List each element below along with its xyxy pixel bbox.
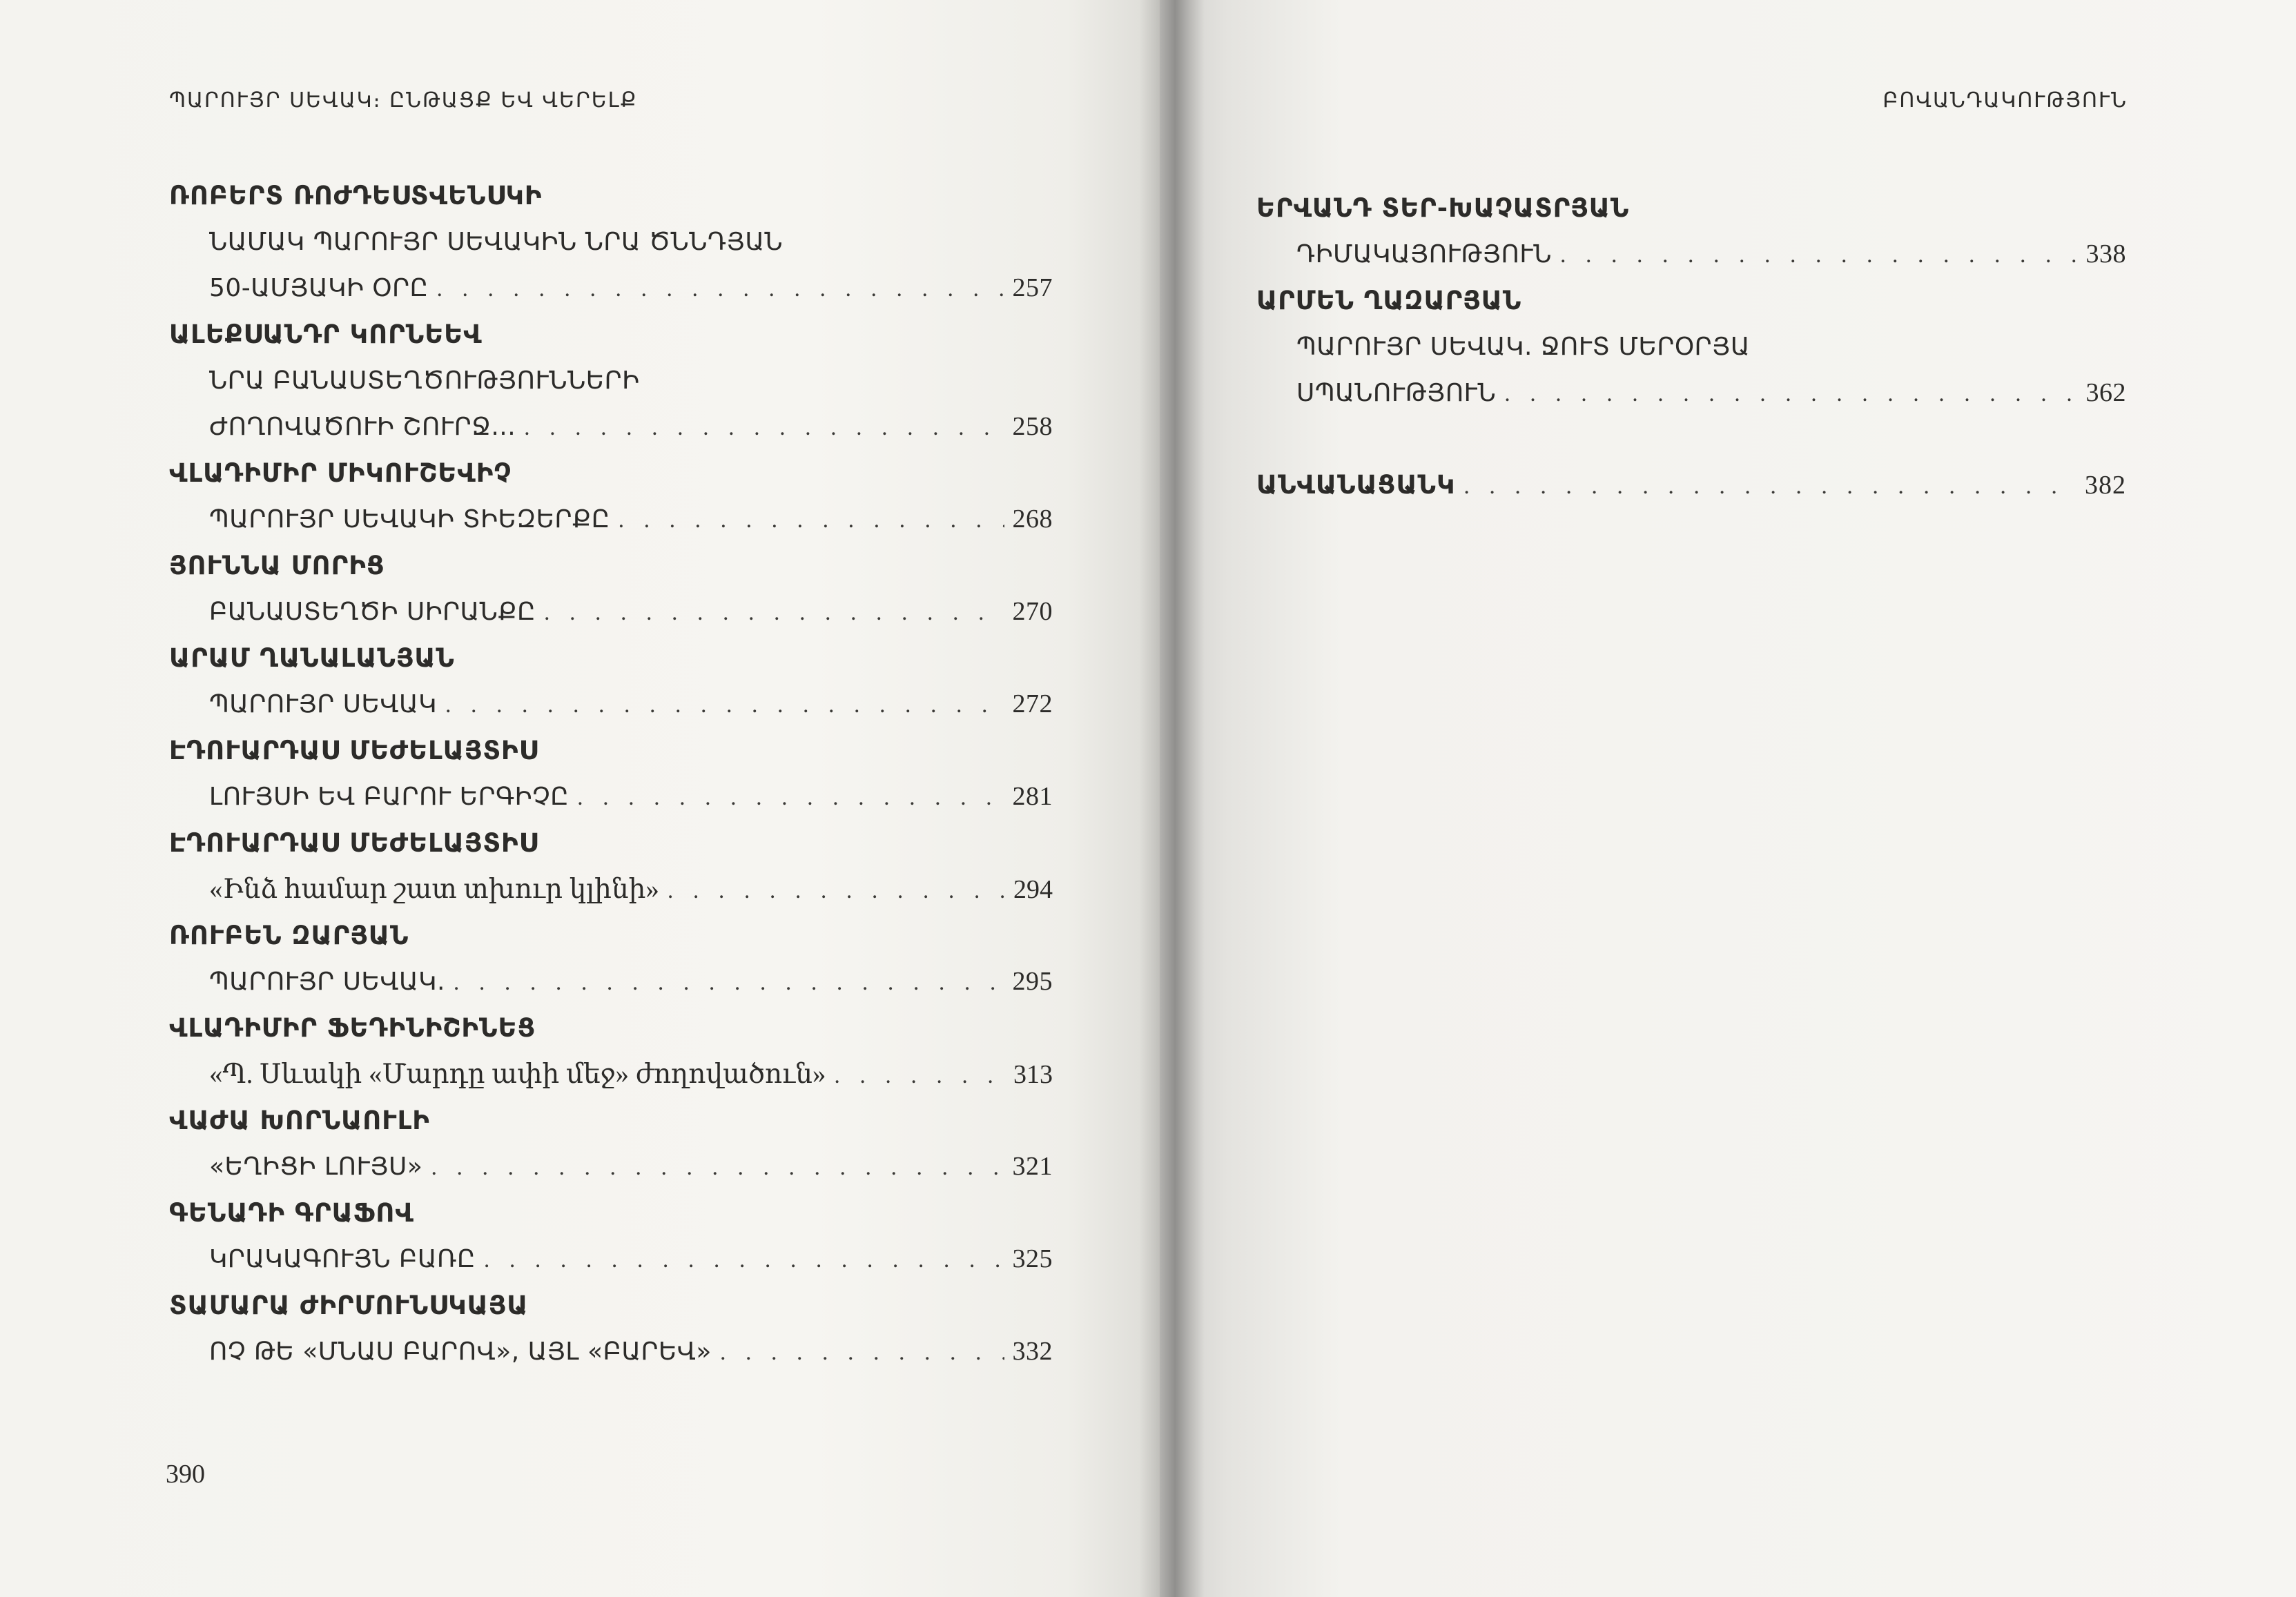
toc-author: ԱՐՄԵՆ ՂԱԶԱՐՅԱՆ [1256, 286, 1522, 315]
dot-leader [484, 1237, 1004, 1283]
toc-page-number: 332 [1012, 1337, 1053, 1366]
dot-leader [454, 959, 1004, 1006]
toc-author: ՏԱՄԱՐԱ ԺԻՐՄՈՒՆՍԿԱՅԱ [169, 1291, 529, 1320]
dot-leader [436, 266, 1004, 312]
toc-page-number: 382 [2085, 471, 2126, 500]
toc-page-number: 313 [1013, 1060, 1053, 1089]
toc-entry-line [1256, 324, 2126, 370]
toc-author: ԱԼԵՔՍԱՆԴՐ ԿՈՐՆԵԵՎ [169, 320, 483, 349]
toc-entry-title: ՆՐԱ ԲԱՆԱՍՏԵՂԾՈՒԹՅՈՒՆՆԵՐԻ [209, 366, 640, 395]
dot-leader [1504, 371, 2077, 417]
toc-page-number: 270 [1012, 597, 1053, 626]
toc-author: ՎԼԱԴԻՄԻՐ ՄԻԿՈՒՇԵՎԻՉ [169, 458, 512, 488]
toc-entry-title: ԿՐԱԿԱԳՈՒՅՆ ԲԱՌԸ [209, 1245, 476, 1273]
toc-entry-title: 50-ԱՄՅԱԿԻ ՕՐԸ [209, 274, 429, 302]
toc-entry-title: ՈՉ ԹԵ «ՄՆԱՍ ԲԱՐՈՎ», ԱՅԼ «ԲԱՐԵՎ» [209, 1338, 712, 1366]
toc-page-number: 325 [1012, 1244, 1053, 1273]
toc-entry-line [169, 496, 1053, 542]
toc-author: ԷԴՈՒԱՐԴԱՍ ՄԵԺԵԼԱՅՏԻՍ [169, 736, 538, 765]
toc-index-line [1256, 462, 2126, 508]
toc-entry-title: ՊԱՐՈՒՅՐ ՍԵՎԱԿ. [209, 968, 445, 996]
dot-leader [1560, 232, 2078, 278]
running-head-left: ՊԱՐՈՒՅՐ ՍԵՎԱԿ։ ԸՆԹԱՑՔ ԵՎ ՎԵՐԵԼՔ [169, 88, 638, 112]
toc-page-number: 362 [2085, 378, 2126, 407]
toc-entry-title: «Ինձ համար շատ տխուր կլինի» [209, 874, 659, 904]
toc-entry-line [1256, 370, 2126, 416]
toc-entry-title: ՊԱՐՈՒՅՐ ՍԵՎԱԿ. ՋՈՒՏ ՄԵՐՕՐՅԱ [1296, 333, 1750, 361]
book-gutter-shadow [1139, 0, 1205, 1597]
toc-author: ԱՐԱՄ ՂԱՆԱԼԱՆՅԱՆ [169, 643, 455, 673]
toc-entry-line [169, 866, 1053, 912]
toc-entry-title: ԲԱՆԱՍՏԵՂԾԻ ՍԻՐԱՆՔԸ [209, 598, 536, 626]
toc-entry-line [169, 1329, 1053, 1375]
toc-page-number: 295 [1012, 967, 1053, 996]
toc-author: ՅՈՒՆՆԱ ՄՈՐԻՑ [169, 551, 385, 580]
toc-entry-title: «Պ. Սևակի «Մարդը ափի մեջ» ժողովածուն» [209, 1059, 826, 1089]
dot-leader [544, 589, 1004, 636]
dot-leader [577, 774, 1004, 821]
toc-entry-line [169, 959, 1053, 1005]
dot-leader [720, 1329, 1004, 1375]
toc-entry-title: ԴԻՄԱԿԱՅՈՒԹՅՈՒՆ [1296, 240, 1552, 268]
toc-entry-line [169, 589, 1053, 635]
toc-page-number: 281 [1012, 782, 1053, 811]
toc-entry-line [169, 265, 1053, 311]
running-head-right: ԲՈՎԱՆԴԱԿՈՒԹՅՈՒՆ [1882, 88, 2128, 112]
dot-leader [668, 868, 1005, 914]
toc-entry-title: ՍՊԱՆՈՒԹՅՈՒՆ [1296, 379, 1497, 407]
toc-page-number: 268 [1012, 504, 1053, 533]
toc-entry-line [169, 404, 1053, 450]
toc-page-number: 321 [1012, 1152, 1053, 1181]
toc-author: ՌՈՒԲԵՆ ԶԱՐՅԱՆ [169, 921, 409, 950]
toc-entry-line [169, 774, 1053, 820]
toc-author: ԳԵՆԱԴԻ ԳՐԱՖՈՎ [169, 1198, 414, 1228]
toc-entry-line [169, 219, 1053, 265]
toc-entry-title: ԺՈՂՈՎԱԾՈՒԻ ՇՈՒՐՋ... [209, 413, 516, 441]
toc-entry-line [169, 1236, 1053, 1282]
toc-page-number: 338 [2085, 239, 2126, 268]
toc-right [1256, 185, 2126, 508]
toc-page-number: 257 [1012, 273, 1053, 302]
toc-entry-line [169, 1144, 1053, 1190]
toc-entry-title: «ԵՂԻՑԻ ԼՈՒՅՍ» [209, 1153, 423, 1181]
toc-index-label: ԱՆՎԱՆԱՑԱՆԿ [1256, 470, 1456, 500]
toc-entry-line [169, 357, 1053, 404]
toc-entry-title: ՊԱՐՈՒՅՐ ՍԵՎԱԿ [209, 690, 437, 718]
right-page [1160, 0, 2296, 1597]
toc-author: ՎԼԱԴԻՄԻՐ ՖԵԴԻՆԻՇԻՆԵՑ [169, 1013, 536, 1043]
toc-entry-line [169, 1051, 1053, 1097]
toc-page-number: 294 [1013, 875, 1053, 904]
toc-entry-line [169, 681, 1053, 727]
dot-leader [1463, 463, 2076, 509]
toc-author: ԵՐՎԱՆԴ ՏԵՐ-ԽԱՉԱՏՐՅԱՆ [1256, 193, 1630, 223]
toc-entry-title: ՊԱՐՈՒՅՐ ՍԵՎԱԿԻ ՏԻԵԶԵՐՔԸ [209, 505, 610, 533]
toc-entry-line [1256, 231, 2126, 277]
toc-entry-title: ՆԱՄԱԿ ՊԱՐՈՒՅՐ ՍԵՎԱԿԻՆ ՆՐԱ ԾՆՆԴՅԱՆ [209, 228, 784, 256]
toc-left [169, 173, 1053, 1375]
dot-leader [619, 497, 1004, 543]
dot-leader [445, 682, 1004, 728]
toc-author: ՌՈԲԵՐՏ ՌՈԺԴԵՍՏՎԵՆՍԿԻ [169, 181, 543, 210]
page-number: 390 [166, 1460, 205, 1489]
toc-author: ԷԴՈՒԱՐԴԱՍ ՄԵԺԵԼԱՅՏԻՍ [169, 828, 538, 858]
dot-leader [524, 404, 1004, 451]
toc-entry-title: ԼՈՒՅՍԻ ԵՎ ԲԱՐՈՒ ԵՐԳԻՉԸ [209, 783, 570, 811]
toc-page-number: 272 [1012, 689, 1053, 718]
dot-leader [834, 1052, 1005, 1099]
toc-page-number: 258 [1012, 412, 1053, 441]
dot-leader [431, 1144, 1004, 1191]
toc-author: ՎԱԺԱ ԽՈՐՆԱՈՒԼԻ [169, 1106, 430, 1135]
